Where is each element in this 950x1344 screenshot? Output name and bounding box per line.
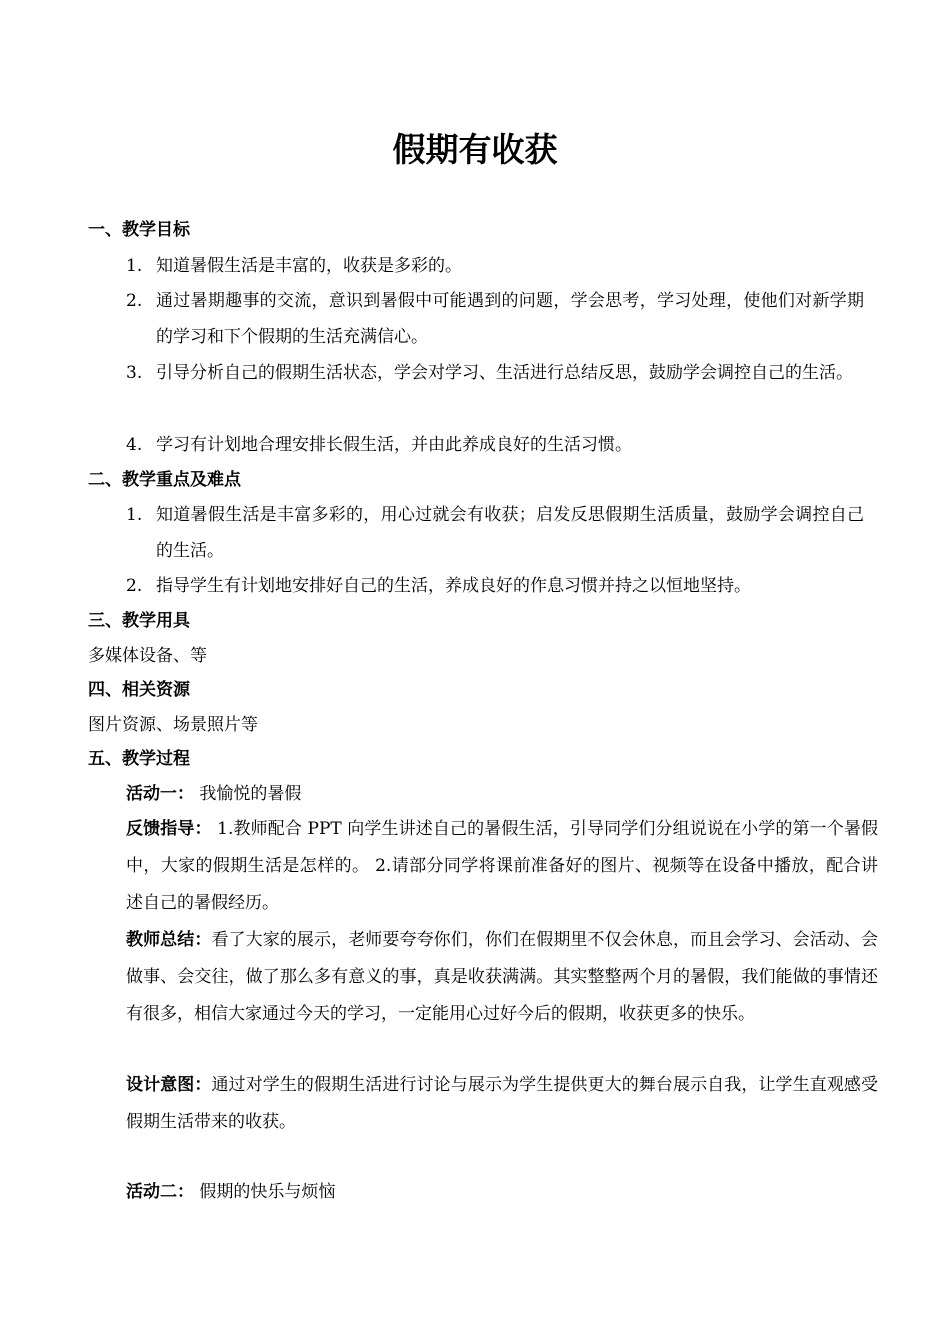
activity-two [126,1174,878,1211]
list-text: 学习有计划地合理安排长假生活，并由此养成良好的生活习惯。 [156,435,632,455]
activity-one-label: 活动一： [126,784,194,804]
activity-two-text: 假期的快乐与烦恼 [194,1182,336,1202]
list-number: 1. [126,256,143,276]
activity-one [126,776,878,813]
list-text: 引导分析自己的假期生活状态，学会对学习、生活进行总结反思，鼓励学会调控自己的生活。 [156,363,853,383]
list-item [126,283,864,355]
section-heading-keypoints: 二、教学重点及难点 [88,470,241,490]
list-number: 2. [126,576,143,596]
activity-one-text: 我愉悦的暑假 [194,784,302,804]
section-heading-resources: 四、相关资源 [88,680,190,700]
feedback-label: 反馈指导： [126,819,212,839]
list-number: 1. [126,505,143,525]
list-text: 指导学生有计划地安排好自己的生活，养成良好的作息习惯并持之以恒地坚持。 [156,576,751,596]
feedback-text: 1.教师配合 PPT 向学生讲述自己的暑假生活，引导同学们分组说说在小学的第一个暑假中，大家的假期生活是怎样的。 2.请部分同学将课前准备好的图片、视频等在设备中播放，配合讲述自己的暑假经历。 [126,819,878,913]
list-text: 知道暑假生活是丰富多彩的，用心过就会有收获；启发反思假期生活质量，鼓励学会调控自己的生活。 [156,505,864,561]
list-item [126,427,864,463]
page-title: 假期有收获 [392,130,558,169]
intent-label: 设计意图： [126,1075,212,1095]
section-heading-goals: 一、教学目标 [88,220,190,240]
section-heading-process: 五、教学过程 [88,749,190,769]
list-item [126,248,864,284]
list-item [126,355,864,391]
tools-text: 多媒体设备、等 [88,646,207,666]
activity-two-label: 活动二： [126,1182,194,1202]
summary-text: 看了大家的展示，老师要夸夸你们，你们在假期里不仅会休息，而且会学习、会活动、会做事、会交往，做了那么多有意义的事，真是收获满满。其实整整两个月的暑假，我们能做的事情还有很多，相信大家通过今天的学习，一定能用心过好今后的假期，收获更多的快乐。 [126,930,879,1024]
list-number: 3. [126,363,143,383]
list-text: 通过暑期趣事的交流，意识到暑假中可能遇到的问题，学会思考，学习处理，使他们对新学期的学习和下个假期的生活充满信心。 [156,291,864,347]
resources-text: 图片资源、场景照片等 [88,715,258,735]
intent-text: 通过对学生的假期生活进行讨论与展示为学生提供更大的舞台展示自我，让学生直观感受假期生活带来的收获。 [126,1075,879,1132]
section-heading-tools: 三、教学用具 [88,611,190,631]
summary-label: 教师总结： [126,930,212,950]
feedback-paragraph [126,811,878,922]
list-item [126,497,864,569]
summary-paragraph [126,922,878,1033]
intent-paragraph [126,1067,878,1141]
list-number: 4. [126,435,143,455]
list-item [126,568,864,604]
list-number: 2. [126,291,143,311]
list-text: 知道暑假生活是丰富的，收获是多彩的。 [156,256,462,276]
